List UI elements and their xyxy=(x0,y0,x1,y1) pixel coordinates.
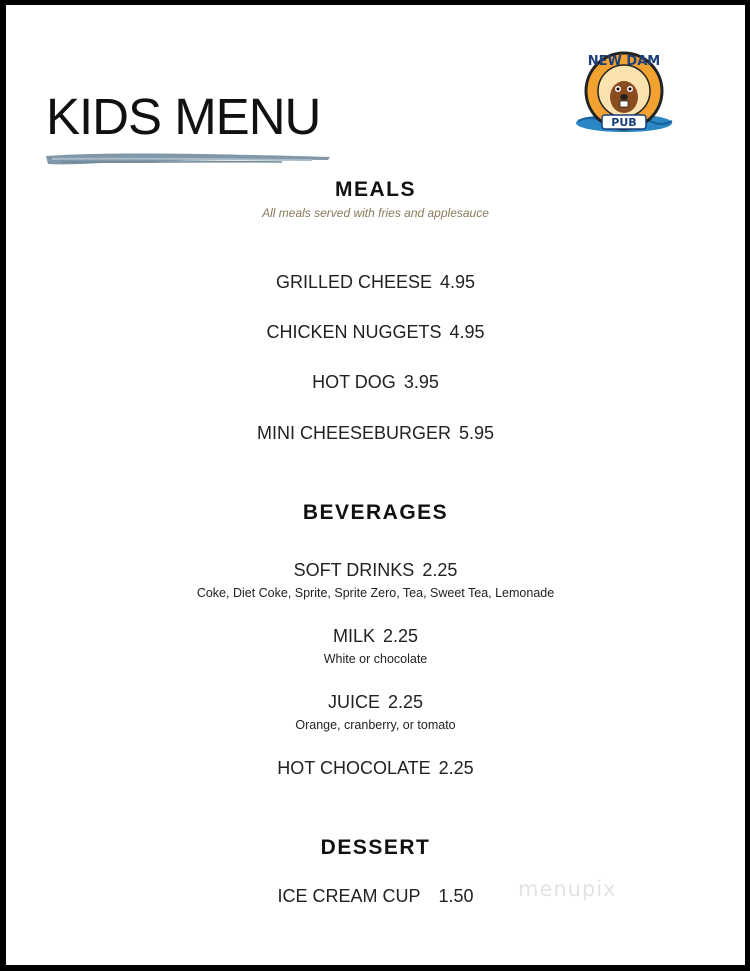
meals-section xyxy=(6,178,745,220)
item-name: GRILLED CHEESE xyxy=(275,272,432,292)
item-description: Coke, Diet Coke, Sprite, Sprite Zero, Tea, Sweet Tea, Lemonade xyxy=(196,586,555,600)
item-name: HOT DOG xyxy=(312,372,396,392)
page-title: KIDS MENU xyxy=(46,88,321,145)
item-name: MINI CHEESEBURGER xyxy=(256,423,451,443)
item-price: 3.95 xyxy=(403,372,439,392)
item-name: CHICKEN NUGGETS xyxy=(266,322,442,342)
item-price: 2.25 xyxy=(382,626,419,646)
new-dam-pub-logo xyxy=(572,45,676,149)
logo-top-text: NEW DAM xyxy=(587,54,661,69)
item-price: 2.25 xyxy=(438,758,474,778)
dessert-heading: DESSERT xyxy=(320,836,431,859)
item-name: MILK xyxy=(332,626,375,646)
menu-item xyxy=(6,560,745,581)
menu-item xyxy=(6,692,745,713)
item-price: 4.95 xyxy=(440,272,476,292)
item-price: 5.95 xyxy=(458,423,495,443)
item-name: ICE CREAM CUP xyxy=(277,886,421,906)
meals-heading: MEALS xyxy=(335,178,416,201)
dessert-section xyxy=(6,836,745,860)
menu-item xyxy=(6,886,745,907)
menu-item xyxy=(6,272,745,293)
beverages-section xyxy=(6,501,745,525)
item-price: 2.25 xyxy=(422,560,458,580)
item-name: JUICE xyxy=(327,692,380,712)
menu-item xyxy=(6,626,745,647)
item-price: 4.95 xyxy=(449,322,485,342)
beverages-heading: BEVERAGES xyxy=(302,501,449,524)
item-description: White or chocolate xyxy=(323,652,428,666)
menu-item xyxy=(6,322,745,343)
menu-item xyxy=(6,758,745,779)
brush-stroke-underline xyxy=(42,147,332,169)
menu-item xyxy=(6,423,745,444)
item-price: 1.50 xyxy=(438,886,474,906)
item-price: 2.25 xyxy=(387,692,424,712)
meals-subtitle: All meals served with fries and applesauce xyxy=(262,206,489,220)
logo-bottom-text: PUB xyxy=(611,116,637,129)
menupix-watermark: menupix xyxy=(518,877,617,901)
menu-item xyxy=(6,372,745,393)
item-name: SOFT DRINKS xyxy=(293,560,415,580)
menu-page xyxy=(6,5,745,965)
item-description: Orange, cranberry, or tomato xyxy=(295,718,456,732)
item-name: HOT CHOCOLATE xyxy=(277,758,431,778)
